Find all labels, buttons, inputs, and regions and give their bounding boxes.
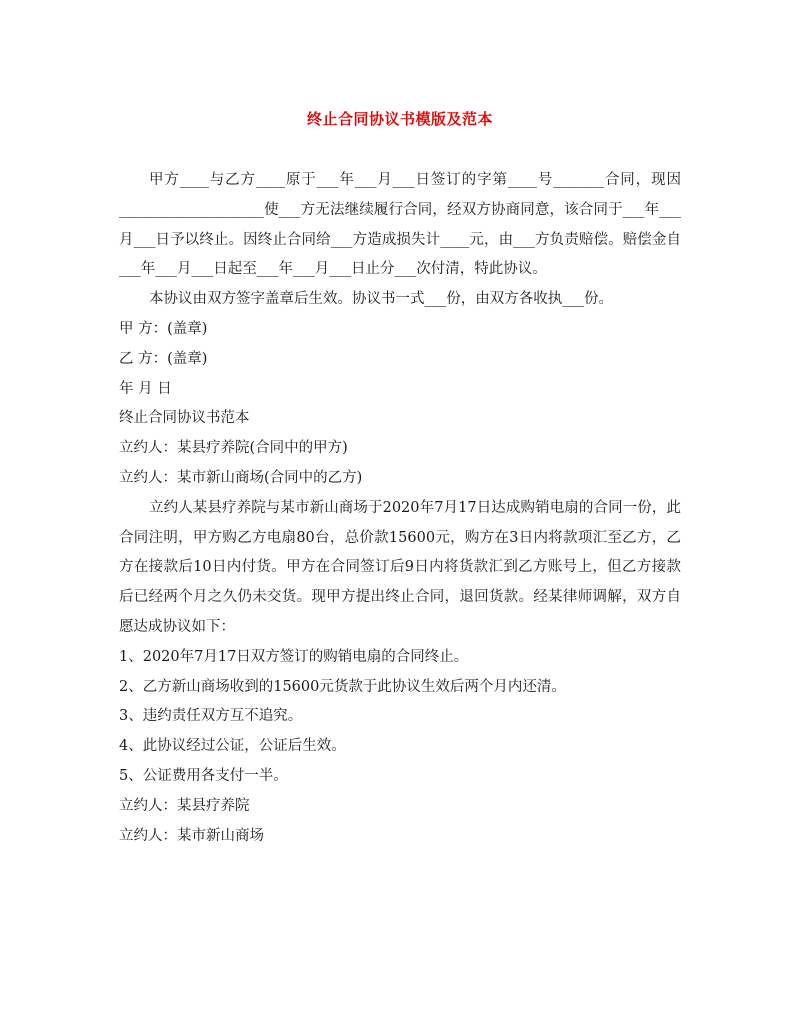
- document-title: 终止合同协议书模版及范本: [306, 110, 493, 128]
- paragraph: 1、2020年7月17日双方签订的购销电扇的合同终止。: [119, 648, 469, 665]
- paragraph: 甲方____与乙方____原于___年___月___日签订的字第____号_______合同，现因____________________使___方无法继续履行合同，经双方协商同意，该合同于___年___月___日予以终止。因终止合同给___方造成损失计____元，由___方负责赔偿。赔偿金自___年___月___日起至___年___月___日止分___次付清，特此协议。: [119, 172, 681, 278]
- paragraph: 3、违约责任双方互不追究。: [119, 708, 303, 725]
- document-body: [119, 166, 681, 851]
- paragraph: 乙 方：(盖章): [119, 350, 208, 367]
- paragraph: 5、公证费用各支付一半。: [119, 767, 288, 784]
- paragraph: 立约人：某市新山商场: [119, 827, 264, 844]
- paragraph: 立约人：某县疗养院(合同中的甲方): [119, 440, 348, 457]
- paragraph: 2、乙方新山商场收到的15600元货款于此协议生效后两个月内还清。: [119, 678, 566, 695]
- paragraph: 终止合同协议书范本: [119, 410, 250, 427]
- paragraph: 立约人：某市新山商场(合同中的乙方): [119, 469, 363, 486]
- paragraph: 本协议由双方签字盖章后生效。协议书一式___份，由双方各收执___份。: [149, 291, 613, 308]
- paragraph: 甲 方：(盖章): [119, 320, 208, 337]
- paragraph: 立约人：某县疗养院: [119, 797, 250, 814]
- paragraph: 立约人某县疗养院与某市新山商场于2020年7月17日达成购销电扇的合同一份，此合同注明，甲方购乙方电扇80台，总价款15600元，购方在3日内将款项汇至乙方，乙方在接款后10日内付货。甲方在合同签订后9日内将货款汇到乙方账号上，但乙方接款后已经两个月之久仍未交货。现甲方提出终止合同，退回货款。经某律师调解，双方自愿达成协议如下：: [119, 499, 681, 635]
- paragraph: 4、此协议经过公证，公证后生效。: [119, 738, 346, 755]
- paragraph: 年 月 日: [119, 380, 172, 397]
